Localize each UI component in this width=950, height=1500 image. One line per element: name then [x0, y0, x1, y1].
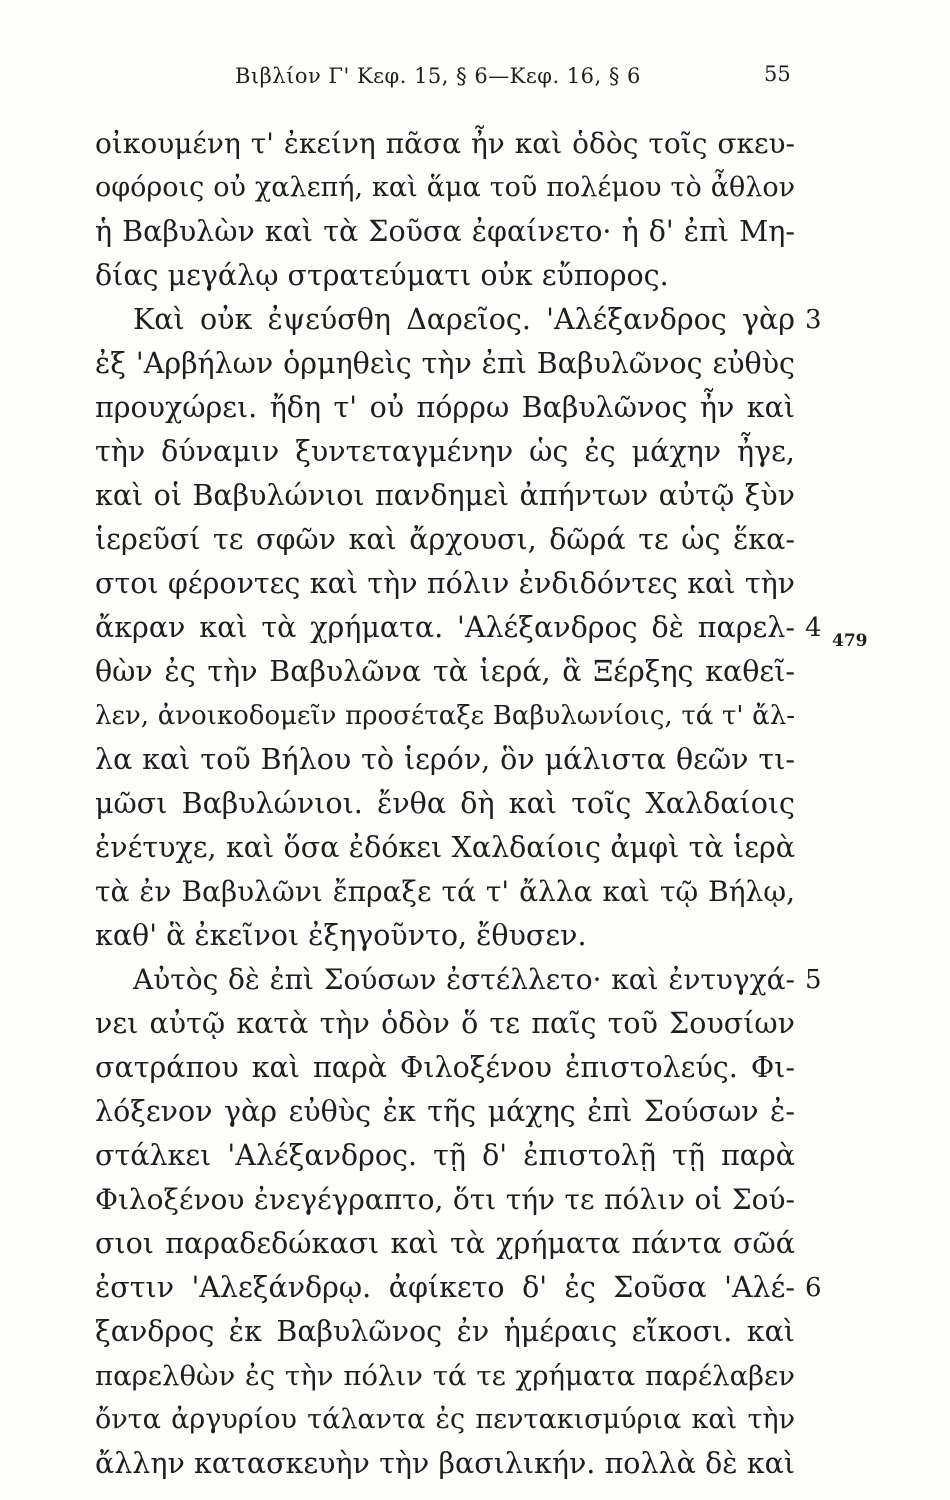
running-head: Βιβλίον Γ' Κεφ. 15, § 6—Κεφ. 16, § 6: [235, 64, 641, 88]
text-line: καὶ οἱ Βαβυλώνιοι πανδημεὶ ἀπήντων αὐτῷ ξὺν: [95, 479, 795, 512]
section-number-margin: 6: [805, 1273, 822, 1303]
text-line: λα καὶ τοῦ Βήλου τὸ ἱερόν, ὃν μάλιστα θεῶν τι-: [95, 743, 795, 776]
text-line: ἄλλην κατασκευὴν τὴν βασιλικήν. πολλὰ δὲ καὶ: [95, 1447, 795, 1480]
paragraph-first-line: Αὐτὸς δὲ ἐπὶ Σούσων ἐστέλλετο· καὶ ἐντυγχά-: [133, 963, 795, 996]
text-line: σατράπου καὶ παρὰ Φιλοξένου ἐπιστολεύς. Φι-: [95, 1051, 795, 1084]
text-line: στάλκει 'Αλέξανδρος. τῇ δ' ἐπιστολῇ τῇ παρὰ: [95, 1139, 795, 1172]
text-line: σιοι παραδεδώκασι καὶ τὰ χρήματα πάντα σῶά: [95, 1227, 795, 1260]
text-line: μῶσι Βαβυλώνιοι. ἔνθα δὴ καὶ τοῖς Χαλδαίοις: [95, 787, 795, 820]
text-line: ξανδρος ἐκ Βαβυλῶνος ἐν ἡμέραις εἴκοσι. καὶ: [95, 1315, 795, 1348]
text-line: νει αὐτῷ κατὰ τὴν ὁδὸν ὅ τε παῖς τοῦ Σουσίων: [95, 1007, 795, 1040]
text-line: τὴν δύναμιν ξυντεταγμένην ὡς ἐς μάχην ἦγε,: [95, 435, 795, 468]
text-line: καθ' ἃ ἐκεῖνοι ἐξηγοῦντο, ἔθυσεν.: [95, 919, 587, 952]
text-line: παρελθὼν ἐς τὴν πόλιν τά τε χρήματα παρέλαβεν: [95, 1360, 795, 1392]
text-line: ἡ Βαβυλὼν καὶ τὰ Σοῦσα ἐφαίνετο· ἡ δ' ἐπὶ Μη-: [95, 215, 795, 248]
section-number-margin: 4: [805, 613, 822, 643]
text-line: οἰκουμένη τ' ἐκείνη πᾶσα ἦν καὶ ὁδὸς τοῖς σκευ-: [95, 127, 795, 160]
text-line: στοι φέροντες καὶ τὴν πόλιν ἐνδιδόντες καὶ τὴν: [95, 567, 795, 600]
page-header: [0, 60, 950, 100]
text-line: τὰ ἐν Βαβυλῶνι ἔπραξε τά τ' ἄλλα καὶ τῷ Βήλῳ,: [95, 875, 795, 908]
text-line: λεν, ἀνοικοδομεῖν προσέταξε Βαβυλωνίοις, τά τ' ἄλ-: [95, 701, 795, 731]
text-line: Φιλοξένου ἐνεγέγραπτο, ὅτι τήν τε πόλιν οἱ Σού-: [95, 1183, 795, 1216]
paragraph-first-line: Καὶ οὐκ ἐψεύσθη Δαρεῖος. 'Αλέξανδρος γὰρ: [133, 303, 795, 336]
text-line: ἐστιν 'Αλεξάνδρῳ. ἀφίκετο δ' ἐς Σοῦσα 'Αλέ-: [95, 1271, 795, 1304]
text-line: ἐξ 'Αρβήλων ὁρμηθεὶς τὴν ἐπὶ Βαβυλῶνος εὐθὺς: [95, 347, 795, 380]
text-line: ὄντα ἀργυρίου τάλαντα ἐς πεντακισμύρια καὶ τὴν: [95, 1404, 795, 1435]
text-line: λόξενον γὰρ εὐθὺς ἐκ τῆς μάχης ἐπὶ Σούσων ἐ-: [95, 1095, 795, 1128]
text-line: προυχώρει. ἤδη τ' οὐ πόρρω Βαβυλῶνος ἦν καὶ: [95, 391, 795, 424]
text-line: ἐνέτυχε, καὶ ὅσα ἐδόκει Χαλδαίοις ἀμφὶ τὰ ἱερὰ: [95, 831, 795, 864]
text-line: ἱερεῦσί τε σφῶν καὶ ἄρχουσι, δῶρά τε ὡς ἕκα-: [95, 523, 795, 556]
section-number-margin: 3: [805, 305, 822, 335]
text-line: ἄκραν καὶ τὰ χρήματα. 'Αλέξανδρος δὲ παρελ-: [95, 611, 795, 644]
text-line: θὼν ἐς τὴν Βαβυλῶνα τὰ ἱερά, ἃ Ξέρξης καθεῖ-: [95, 655, 795, 688]
text-line: οφόροις οὐ χαλεπή, καὶ ἅμα τοῦ πολέμου τὸ ἆθλον: [95, 172, 795, 203]
edition-page-reference: 479: [832, 631, 868, 651]
section-number-margin: 5: [805, 965, 822, 995]
text-line: δίας μεγάλῳ στρατεύματι οὐκ εὔπορος.: [95, 259, 669, 292]
page-number: 55: [764, 62, 791, 86]
